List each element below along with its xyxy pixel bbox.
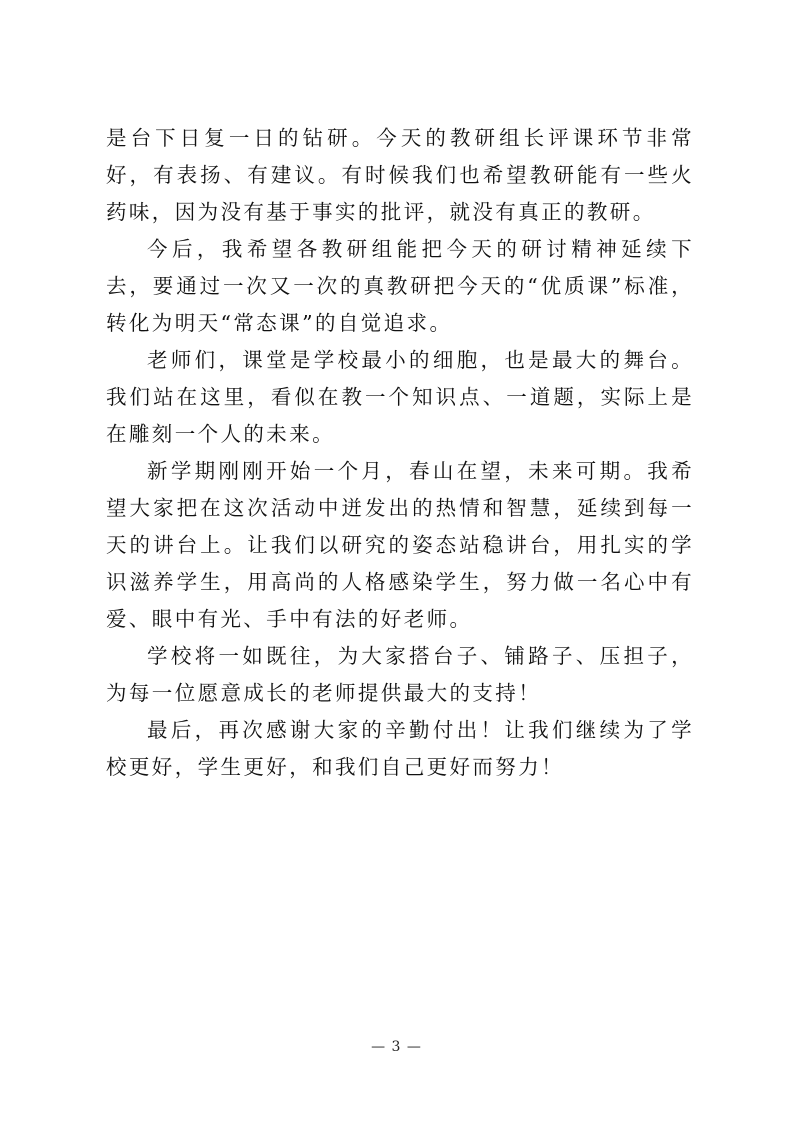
paragraph-continued: 是台下日复一日的钻研。今天的教研组长评课环节非常好，有表扬、有建议。有时候我们也希望教研能有一些火药味，因为没有基于事实的批评，就没有真正的教研。 [106, 126, 694, 224]
document-body [106, 120, 694, 786]
paragraph-closing: 最后，再次感谢大家的辛勤付出！让我们继续为了学校更好，学生更好，和我们自己更好而努力！ [106, 718, 694, 779]
page-number: — 3 — [371, 1039, 422, 1055]
paragraph-school-support: 学校将一如既往，为大家搭台子、铺路子、压担子，为每一位愿意成长的老师提供最大的支持！ [106, 644, 694, 705]
paragraph-new-semester: 新学期刚刚开始一个月，春山在望，未来可期。我希望大家把在这次活动中迸发出的热情和智慧，延续到每一天的讲台上。让我们以研究的姿态站稳讲台，用扎实的学识滋养学生，用高尚的人格感染学生，努力做一名心中有爱、眼中有光、手中有法的好老师。 [106, 459, 694, 631]
paragraph-classroom: 老师们，课堂是学校最小的细胞，也是最大的舞台。我们站在这里，看似在教一个知识点、一道题，实际上是在雕刻一个人的未来。 [106, 348, 694, 446]
paragraph-teaching-research: 今后，我希望各教研组能把今天的研讨精神延续下去，要通过一次又一次的真教研把今天的“优质课”标准，转化为明天“常态课”的自觉追求。 [106, 237, 694, 335]
